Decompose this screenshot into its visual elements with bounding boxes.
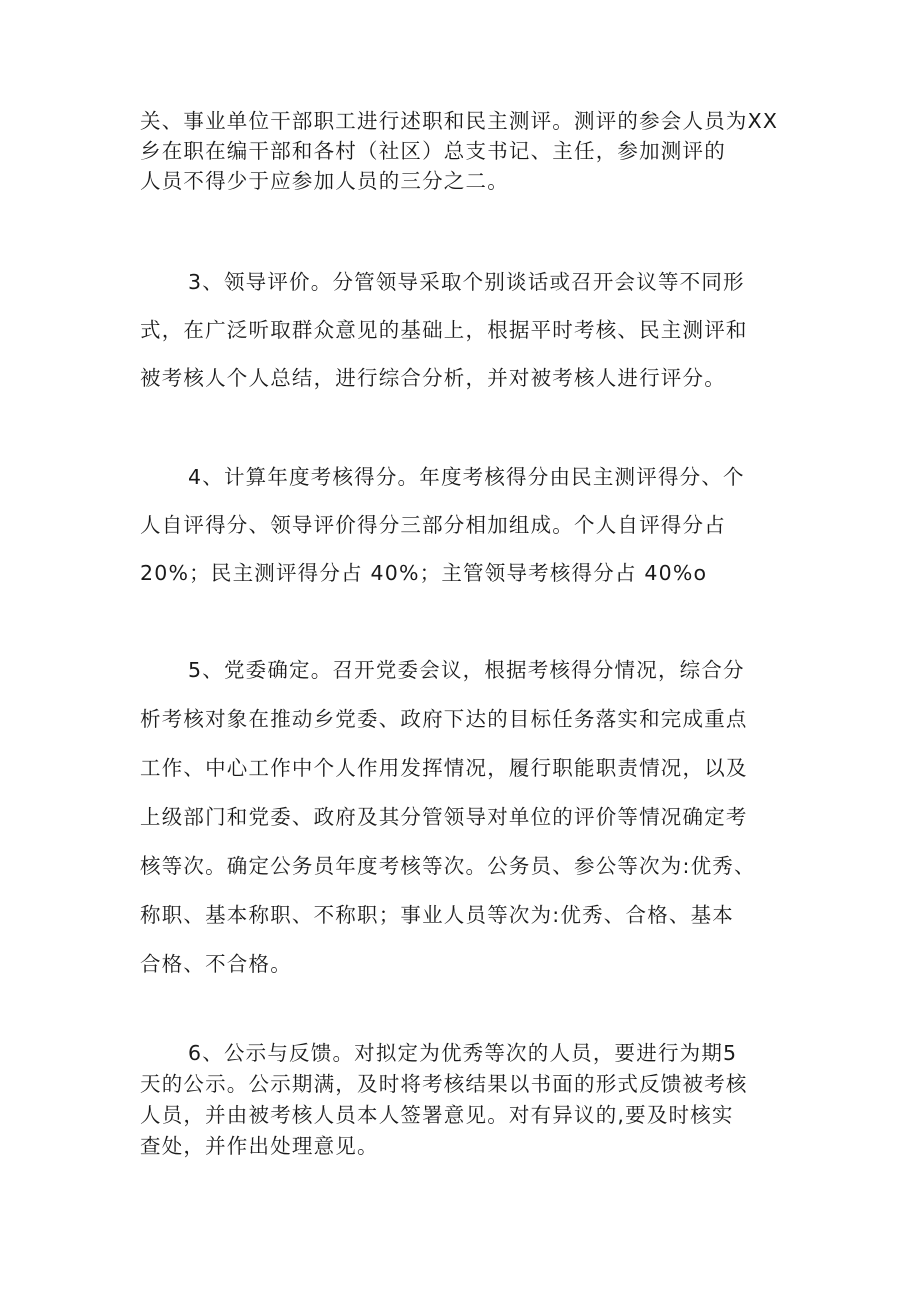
text-line: 4、计算年度考核得分。年度考核得分由民主测评得分、个 — [188, 465, 745, 489]
text-line: 人员不得少于应参加人员的三分之二。 — [140, 169, 509, 193]
text-line: 天的公示。公示期满，及时将考核结果以书面的形式反馈被考核 — [140, 1072, 748, 1096]
text-line: 析考核对象在推动乡党委、政府下达的目标任务落实和完成重点 — [140, 707, 748, 731]
text-line: 查处，并作出处理意见。 — [140, 1134, 379, 1158]
text-line: 上级部门和党委、政府及其分管领导对单位的评价等情况确定考 — [140, 805, 748, 829]
text-line: 核等次。确定公务员年度考核等次。公务员、参公等次为:优秀、 — [140, 854, 756, 878]
text-line: 工作、中心工作中个人作用发挥情况，履行职能职责情况，以及 — [140, 756, 748, 780]
text-line: 6、公示与反馈。对拟定为优秀等次的人员，要进行为期5 — [188, 1041, 738, 1065]
text-line: 合格、不合格。 — [140, 952, 292, 976]
paragraph-leader-evaluation — [140, 258, 800, 402]
paragraph-annual-score — [140, 453, 800, 597]
text-line: 式，在广泛听取群众意见的基础上，根据平时考核、民主测评和 — [140, 318, 748, 342]
text-line: 20%；民主测评得分占 40%；主管领导考核得分占 40%o — [140, 561, 708, 585]
text-line: 被考核人个人总结，进行综合分析，并对被考核人进行评分。 — [140, 366, 726, 390]
paragraph-party-committee-determination — [140, 646, 800, 989]
text-line: 乡在职在编干部和各村（社区）总支书记、主任，参加测评的 — [140, 139, 726, 163]
text-line: 3、领导评价。分管领导采取个别谈话或召开会议等不同形 — [188, 270, 745, 294]
text-line: 人员，并由被考核人员本人签署意见。对有异议的,要及时核实 — [140, 1103, 734, 1127]
paragraph-publicity-feedback — [140, 1038, 800, 1162]
text-line: 人自评得分、领导评价得分三部分相加组成。个人自评得分占 — [140, 513, 726, 537]
paragraph-assessment-participants — [140, 106, 800, 196]
text-line: 称职、基本称职、不称职；事业人员等次为:优秀、合格、基本 — [140, 903, 735, 927]
text-line: 5、党委确定。召开党委会议，根据考核得分情况，综合分 — [188, 658, 745, 682]
text-line: 关、事业单位干部职工进行述职和民主测评。测评的参会人员为XX — [140, 109, 779, 133]
